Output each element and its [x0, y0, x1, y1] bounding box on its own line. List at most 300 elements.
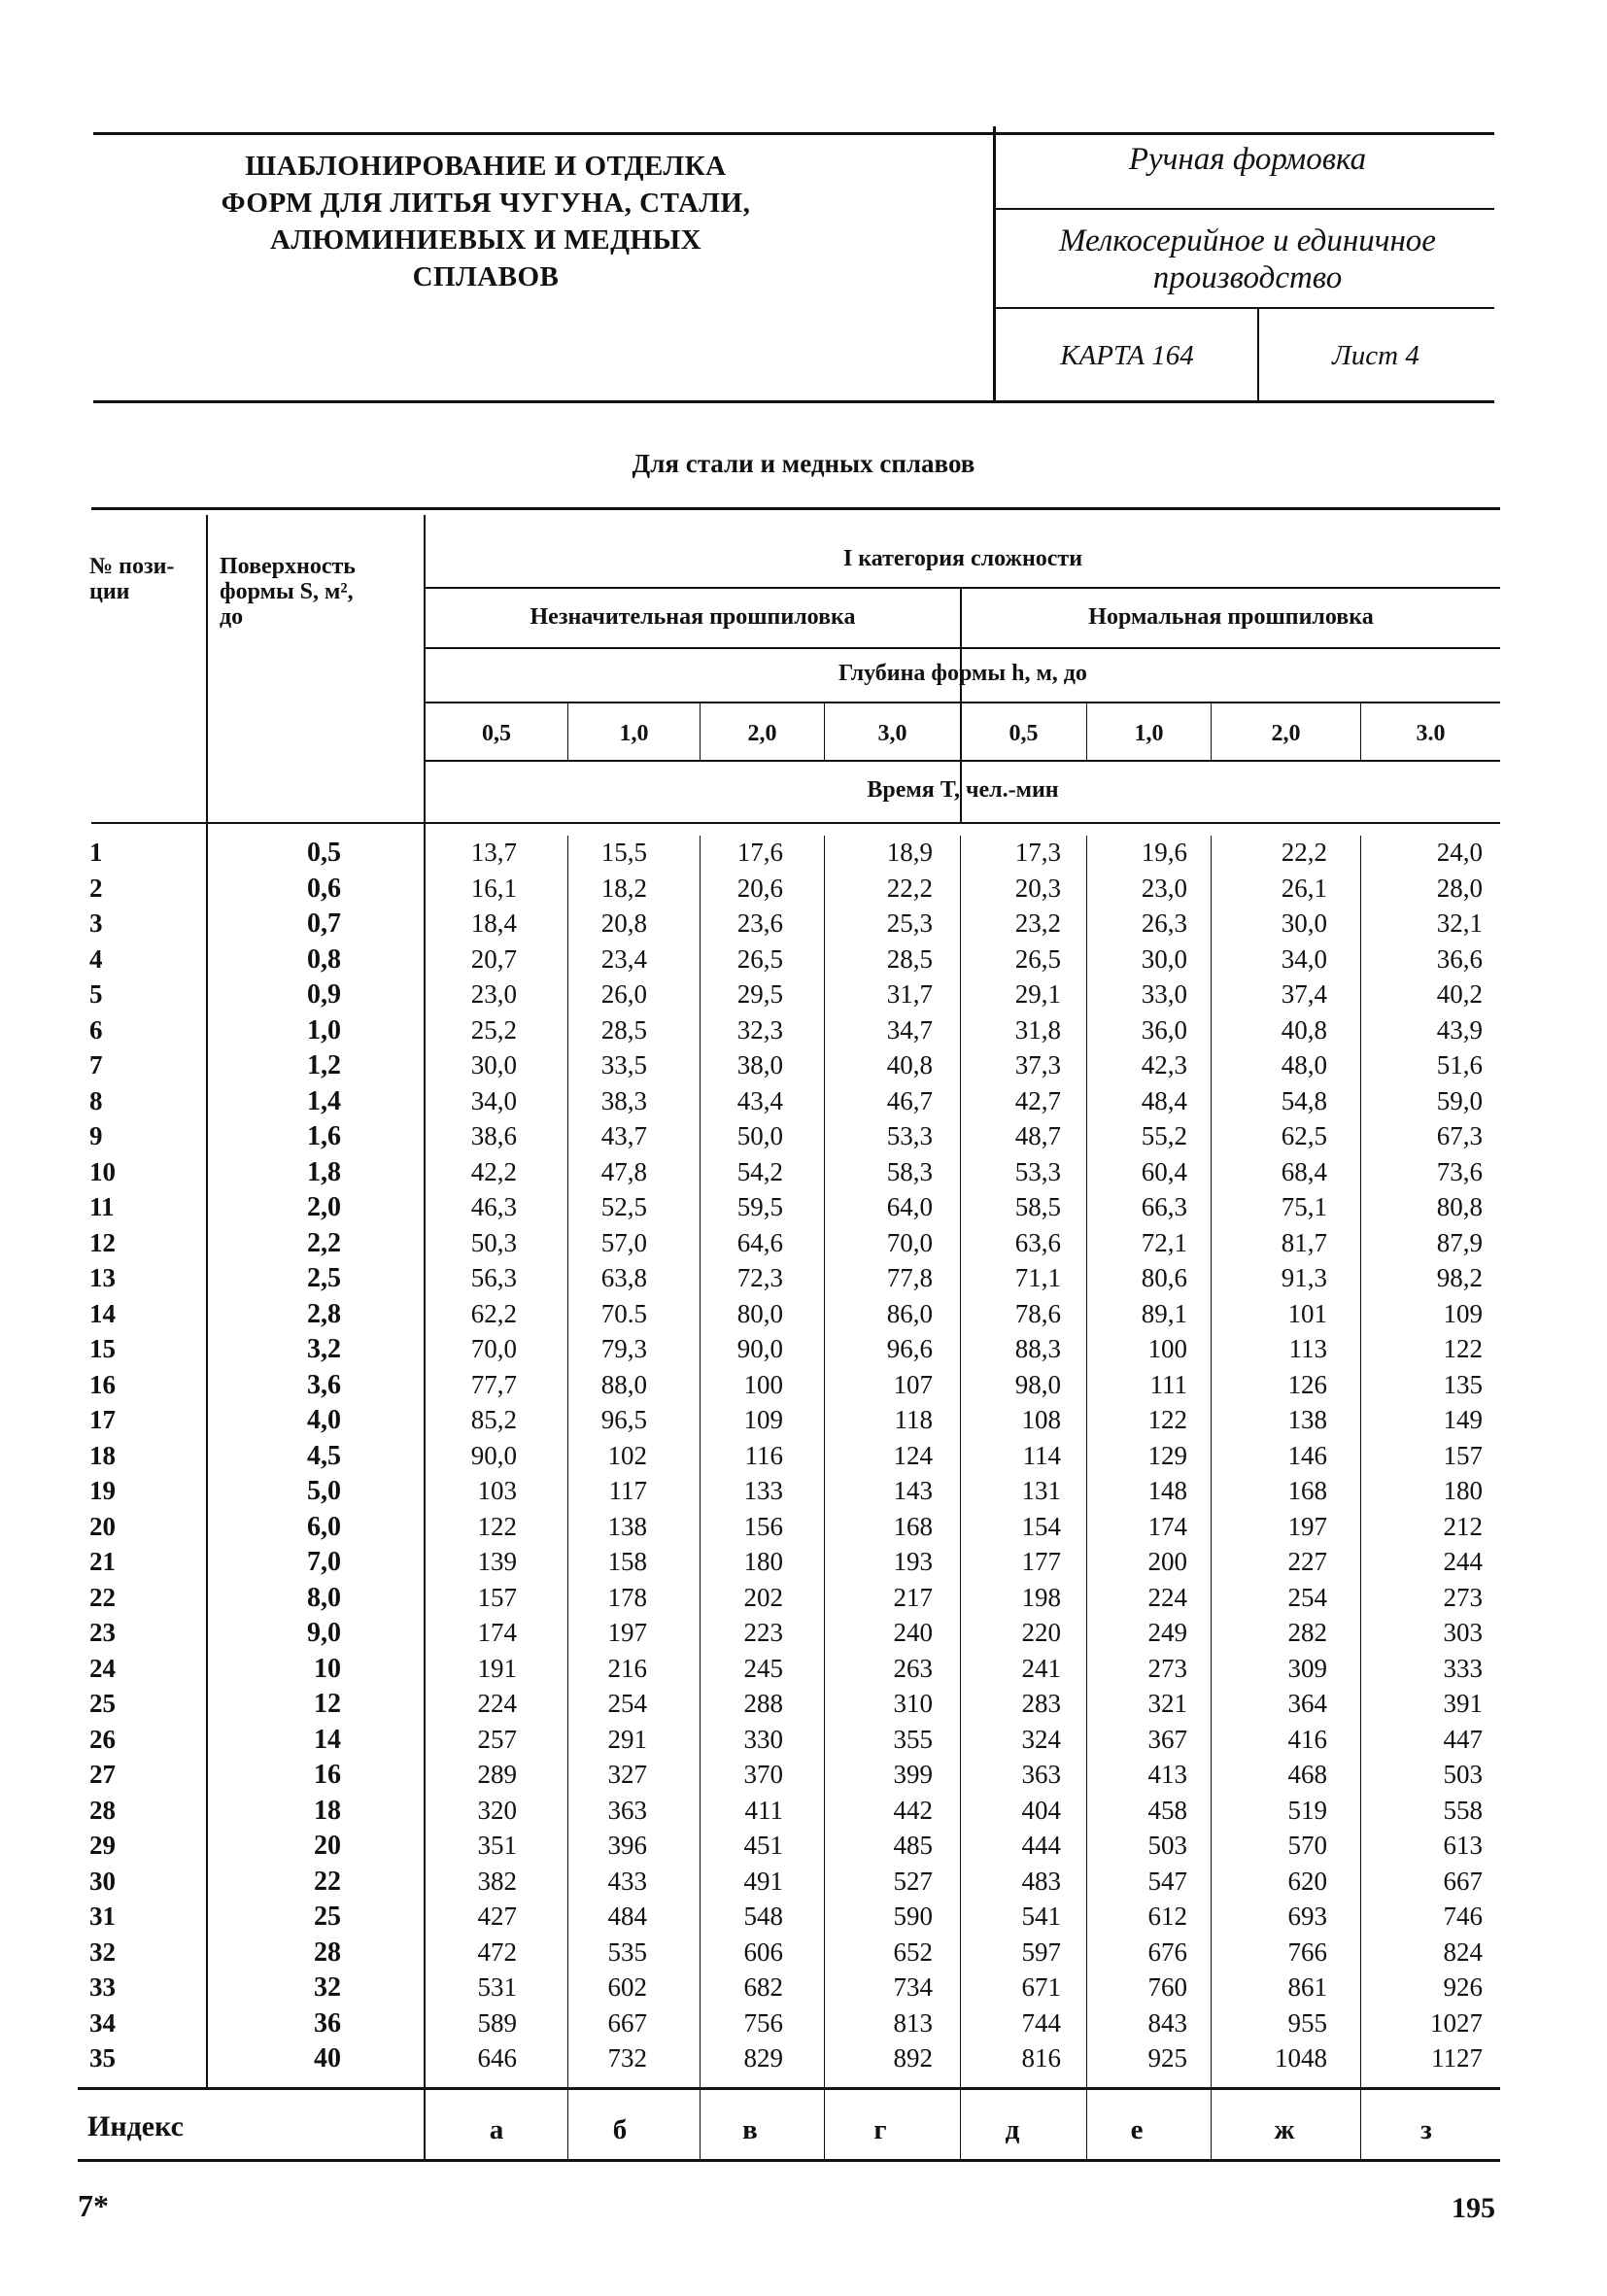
complexity-category: I категория сложности — [842, 546, 1083, 571]
table-cell: 613 — [1443, 1831, 1483, 1860]
table-cell: 200 — [1147, 1547, 1187, 1576]
table-cell: 760 — [1147, 1972, 1187, 2002]
depth-e: 1,0 — [1134, 721, 1164, 746]
table-cell: 168 — [893, 1512, 933, 1541]
table-cell: 191 — [477, 1654, 517, 1683]
row-surface: 0,8 — [307, 944, 341, 975]
table-cell: 485 — [893, 1831, 933, 1860]
production-type-line1: Мелкосерийное и единичное — [1059, 223, 1436, 258]
table-cell: 652 — [893, 1937, 933, 1967]
table-cell: 220 — [1021, 1618, 1061, 1647]
table-cell: 89,1 — [1141, 1299, 1187, 1328]
table-cell: 80,6 — [1141, 1263, 1187, 1292]
table-cell: 413 — [1147, 1760, 1187, 1789]
table-cell: 126 — [1287, 1370, 1327, 1399]
table-cell: 81,7 — [1281, 1228, 1327, 1257]
table-cell: 20,6 — [736, 874, 783, 903]
row-position: 25 — [89, 1689, 116, 1718]
table-cell: 100 — [1147, 1334, 1187, 1363]
table-cell: 13,7 — [470, 838, 517, 867]
rule-under-groups — [424, 647, 1500, 649]
table-cell: 558 — [1443, 1796, 1483, 1825]
table-cell: 693 — [1287, 1902, 1327, 1931]
table-cell: 26,1 — [1281, 874, 1327, 903]
table-cell: 570 — [1287, 1831, 1327, 1860]
table-cell: 158 — [607, 1547, 647, 1576]
table-cell: 444 — [1021, 1831, 1061, 1860]
table-cell: 527 — [893, 1867, 933, 1896]
table-cell: 224 — [477, 1689, 517, 1718]
depth-d: 0,5 — [1009, 721, 1039, 746]
table-cell: 33,0 — [1141, 979, 1187, 1009]
vrule-body-g — [824, 836, 825, 2159]
table-cell: 86,0 — [886, 1299, 933, 1328]
table-cell: 58,3 — [886, 1157, 933, 1186]
table-cell: 72,1 — [1141, 1228, 1187, 1257]
table-cell: 416 — [1287, 1725, 1327, 1754]
table-cell: 79,3 — [600, 1334, 647, 1363]
row-position: 30 — [89, 1867, 116, 1896]
table-cell: 178 — [607, 1583, 647, 1612]
table-cell: 363 — [607, 1796, 647, 1825]
table-cell: 404 — [1021, 1796, 1061, 1825]
table-cell: 48,0 — [1281, 1050, 1327, 1079]
table-cell: 458 — [1147, 1796, 1187, 1825]
row-position: 4 — [89, 944, 103, 974]
row-position: 18 — [89, 1441, 116, 1470]
table-cell: 38,0 — [736, 1050, 783, 1079]
table-cell: 263 — [893, 1654, 933, 1683]
row-position: 24 — [89, 1654, 116, 1683]
row-surface: 9,0 — [307, 1618, 341, 1648]
table-cell: 732 — [607, 2043, 647, 2073]
table-cell: 23,2 — [1014, 908, 1061, 938]
row-surface: 4,0 — [307, 1405, 341, 1435]
vrule-pos-surface — [206, 515, 208, 2087]
table-cell: 36,6 — [1436, 944, 1483, 974]
title-line-3: АЛЮМИНИЕВЫХ И МЕДНЫХ — [269, 224, 702, 256]
table-cell: 157 — [1443, 1441, 1483, 1470]
document-title — [194, 148, 777, 295]
table-cell: 31,7 — [886, 979, 933, 1009]
table-cell: 370 — [743, 1760, 783, 1789]
table-cell: 38,6 — [470, 1121, 517, 1150]
table-cell: 29,5 — [736, 979, 783, 1009]
table-bottom-rule — [78, 2159, 1500, 2162]
row-surface: 36 — [314, 2008, 341, 2039]
table-cell: 31,8 — [1014, 1015, 1061, 1045]
table-cell: 66,3 — [1141, 1192, 1187, 1221]
row-surface: 28 — [314, 1937, 341, 1968]
table-cell: 396 — [607, 1831, 647, 1860]
row-position: 6 — [89, 1015, 103, 1045]
table-cell: 491 — [743, 1867, 783, 1896]
table-cell: 129 — [1147, 1441, 1187, 1470]
table-cell: 122 — [477, 1512, 517, 1541]
table-cell: 40,8 — [1281, 1015, 1327, 1045]
row-position: 20 — [89, 1512, 116, 1541]
row-position: 5 — [89, 979, 103, 1009]
table-cell: 57,0 — [600, 1228, 647, 1257]
table-cell: 148 — [1147, 1476, 1187, 1505]
table-cell: 122 — [1443, 1334, 1483, 1363]
table-cell: 22,2 — [1281, 838, 1327, 867]
table-cell: 212 — [1443, 1512, 1483, 1541]
row-position: 29 — [89, 1831, 116, 1860]
title-line-1: ШАБЛОНИРОВАНИЕ И ОТДЕЛКА — [245, 151, 727, 182]
row-surface: 2,8 — [307, 1299, 341, 1329]
card-number: КАРТА 164 — [1060, 340, 1194, 371]
row-surface: 6,0 — [307, 1512, 341, 1542]
vrule-body-d — [960, 836, 961, 2159]
row-surface: 8,0 — [307, 1583, 341, 1613]
table-cell: 816 — [1021, 2043, 1061, 2073]
row-surface: 3,2 — [307, 1334, 341, 1364]
table-cell: 157 — [477, 1583, 517, 1612]
table-cell: 197 — [607, 1618, 647, 1647]
table-cell: 29,1 — [1014, 979, 1061, 1009]
row-position: 21 — [89, 1547, 116, 1576]
table-cell: 91,3 — [1281, 1263, 1327, 1292]
table-cell: 355 — [893, 1725, 933, 1754]
table-cell: 18,4 — [470, 908, 517, 938]
table-cell: 861 — [1287, 1972, 1327, 2002]
table-cell: 55,2 — [1141, 1121, 1187, 1150]
group-minor-piercing: Незначительная прошпиловка — [530, 604, 856, 630]
table-cell: 548 — [743, 1902, 783, 1931]
table-cell: 28,5 — [600, 1015, 647, 1045]
table-cell: 42,7 — [1014, 1086, 1061, 1115]
table-cell: 109 — [1443, 1299, 1483, 1328]
table-cell: 310 — [893, 1689, 933, 1718]
rule-under-category — [424, 587, 1500, 589]
table-cell: 70.5 — [600, 1299, 647, 1328]
table-cell: 399 — [893, 1760, 933, 1789]
table-cell: 19,6 — [1141, 838, 1187, 867]
index-d: д — [1005, 2114, 1020, 2145]
row-surface: 3,6 — [307, 1370, 341, 1400]
table-cell: 472 — [477, 1937, 517, 1967]
table-cell: 547 — [1147, 1867, 1187, 1896]
table-cell: 131 — [1021, 1476, 1061, 1505]
table-cell: 88,3 — [1014, 1334, 1061, 1363]
table-cell: 24,0 — [1436, 838, 1483, 867]
depth-b: 1,0 — [619, 721, 649, 746]
table-cell: 37,4 — [1281, 979, 1327, 1009]
table-cell: 122 — [1147, 1405, 1187, 1434]
table-cell: 320 — [477, 1796, 517, 1825]
table-cell: 46,7 — [886, 1086, 933, 1115]
index-g: г — [873, 2114, 887, 2145]
row-position: 22 — [89, 1583, 116, 1612]
table-cell: 23,0 — [470, 979, 517, 1009]
table-cell: 47,8 — [600, 1157, 647, 1186]
table-cell: 28,5 — [886, 944, 933, 974]
row-surface: 0,5 — [307, 838, 341, 868]
page-number: 195 — [1452, 2192, 1495, 2224]
table-cell: 68,4 — [1281, 1157, 1327, 1186]
table-cell: 71,1 — [1014, 1263, 1061, 1292]
table-cell: 254 — [607, 1689, 647, 1718]
table-cell: 96,5 — [600, 1405, 647, 1434]
row-position: 2 — [89, 874, 103, 903]
table-cell: 34,0 — [470, 1086, 517, 1115]
table-cell: 249 — [1147, 1618, 1187, 1647]
table-cell: 227 — [1287, 1547, 1327, 1576]
table-cell: 324 — [1021, 1725, 1061, 1754]
table-cell: 46,3 — [470, 1192, 517, 1221]
table-cell: 612 — [1147, 1902, 1187, 1931]
vrule-body-zh — [1211, 836, 1212, 2159]
sheet-number: Лист 4 — [1332, 340, 1419, 371]
row-surface: 0,9 — [307, 979, 341, 1010]
table-cell: 100 — [743, 1370, 783, 1399]
table-cell: 503 — [1443, 1760, 1483, 1789]
table-cell: 62,2 — [470, 1299, 517, 1328]
table-cell: 744 — [1021, 2008, 1061, 2038]
table-cell: 244 — [1443, 1547, 1483, 1576]
rule-under-depths — [424, 760, 1500, 762]
table-cell: 427 — [477, 1902, 517, 1931]
table-cell: 180 — [1443, 1476, 1483, 1505]
row-position: 19 — [89, 1476, 116, 1505]
table-cell: 54,2 — [736, 1157, 783, 1186]
production-type-line2: производство — [1152, 260, 1343, 295]
table-cell: 503 — [1147, 1831, 1187, 1860]
depth-z: 3.0 — [1416, 721, 1446, 746]
row-position: 9 — [89, 1121, 103, 1150]
table-cell: 1027 — [1430, 2008, 1483, 2038]
table-cell: 133 — [743, 1476, 783, 1505]
table-cell: 667 — [607, 2008, 647, 2038]
table-cell: 42,3 — [1141, 1050, 1187, 1079]
table-cell: 535 — [607, 1937, 647, 1967]
table-cell: 177 — [1021, 1547, 1061, 1576]
row-surface: 0,6 — [307, 874, 341, 904]
vrule-surface-data — [424, 515, 426, 2159]
table-cell: 813 — [893, 2008, 933, 2038]
row-surface: 40 — [314, 2043, 341, 2073]
table-cell: 519 — [1287, 1796, 1327, 1825]
table-cell: 327 — [607, 1760, 647, 1789]
table-cell: 30,0 — [1141, 944, 1187, 974]
table-cell: 925 — [1147, 2043, 1187, 2073]
depth-g: 3,0 — [877, 721, 907, 746]
table-cell: 30,0 — [1281, 908, 1327, 938]
table-cell: 541 — [1021, 1902, 1061, 1931]
table-cell: 289 — [477, 1760, 517, 1789]
table-cell: 257 — [477, 1725, 517, 1754]
table-cell: 447 — [1443, 1725, 1483, 1754]
depth-zh: 2,0 — [1271, 721, 1301, 746]
row-position: 8 — [89, 1086, 103, 1115]
table-cell: 273 — [1147, 1654, 1187, 1683]
table-cell: 824 — [1443, 1937, 1483, 1967]
table-cell: 843 — [1147, 2008, 1187, 2038]
table-cell: 90,0 — [470, 1441, 517, 1470]
table-cell: 766 — [1287, 1937, 1327, 1967]
table-cell: 59,5 — [736, 1192, 783, 1221]
table-cell: 23,6 — [736, 908, 783, 938]
row-position: 12 — [89, 1228, 116, 1257]
table-cell: 54,8 — [1281, 1086, 1327, 1115]
table-cell: 174 — [1147, 1512, 1187, 1541]
row-surface: 12 — [314, 1689, 341, 1719]
table-cell: 18,2 — [600, 874, 647, 903]
group-normal-piercing: Нормальная прошпиловка — [1088, 604, 1374, 630]
table-cell: 531 — [477, 1972, 517, 2002]
header-top-rule — [93, 132, 1494, 135]
table-cell: 26,0 — [600, 979, 647, 1009]
table-cell: 955 — [1287, 2008, 1327, 2038]
table-cell: 34,0 — [1281, 944, 1327, 974]
row-surface: 0,7 — [307, 908, 341, 939]
vrule-body-e — [1086, 836, 1087, 2159]
table-cell: 288 — [743, 1689, 783, 1718]
row-surface: 2,2 — [307, 1228, 341, 1258]
table-cell: 50,3 — [470, 1228, 517, 1257]
table-cell: 25,3 — [886, 908, 933, 938]
table-cell: 667 — [1443, 1867, 1483, 1896]
table-cell: 364 — [1287, 1689, 1327, 1718]
row-surface: 18 — [314, 1796, 341, 1826]
table-cell: 78,6 — [1014, 1299, 1061, 1328]
table-cell: 75,1 — [1281, 1192, 1327, 1221]
table-cell: 17,3 — [1014, 838, 1061, 867]
table-cell: 333 — [1443, 1654, 1483, 1683]
row-position: 10 — [89, 1157, 116, 1186]
table-cell: 124 — [893, 1441, 933, 1470]
table-cell: 135 — [1443, 1370, 1483, 1399]
row-position: 14 — [89, 1299, 116, 1328]
table-cell: 217 — [893, 1583, 933, 1612]
row-surface: 25 — [314, 1902, 341, 1932]
table-cell: 646 — [477, 2043, 517, 2073]
header-rule-process — [993, 208, 1494, 210]
table-cell: 34,7 — [886, 1015, 933, 1045]
time-label: Время T, чел.-мин — [867, 777, 1059, 803]
table-cell: 102 — [607, 1441, 647, 1470]
table-cell: 88,0 — [600, 1370, 647, 1399]
row-surface: 1,2 — [307, 1050, 341, 1080]
table-cell: 892 — [893, 2043, 933, 2073]
row-position: 13 — [89, 1263, 116, 1292]
table-cell: 26,5 — [1014, 944, 1061, 974]
row-position: 3 — [89, 908, 103, 938]
table-cell: 96,6 — [886, 1334, 933, 1363]
table-cell: 303 — [1443, 1618, 1483, 1647]
index-b: б — [612, 2114, 628, 2145]
table-cell: 20,3 — [1014, 874, 1061, 903]
row-surface: 22 — [314, 1867, 341, 1897]
table-cell: 42,2 — [470, 1157, 517, 1186]
table-cell: 101 — [1287, 1299, 1327, 1328]
table-cell: 98,0 — [1014, 1370, 1061, 1399]
table-cell: 26,3 — [1141, 908, 1187, 938]
table-cell: 282 — [1287, 1618, 1327, 1647]
table-cell: 156 — [743, 1512, 783, 1541]
depth-a: 0,5 — [482, 721, 511, 746]
table-cell: 63,6 — [1014, 1228, 1061, 1257]
row-position: 28 — [89, 1796, 116, 1825]
table-cell: 109 — [743, 1405, 783, 1434]
table-cell: 38,3 — [600, 1086, 647, 1115]
table-cell: 40,8 — [886, 1050, 933, 1079]
table-cell: 56,3 — [470, 1263, 517, 1292]
table-cell: 597 — [1021, 1937, 1061, 1967]
table-cell: 60,4 — [1141, 1157, 1187, 1186]
table-cell: 391 — [1443, 1689, 1483, 1718]
table-cell: 589 — [477, 2008, 517, 2038]
table-cell: 734 — [893, 1972, 933, 2002]
table-cell: 70,0 — [886, 1228, 933, 1257]
table-cell: 103 — [477, 1476, 517, 1505]
table-cell: 43,9 — [1436, 1015, 1483, 1045]
table-cell: 43,4 — [736, 1086, 783, 1115]
table-cell: 442 — [893, 1796, 933, 1825]
row-surface: 2,0 — [307, 1192, 341, 1222]
process-type: Ручная формовка — [1128, 142, 1367, 177]
table-cell: 107 — [893, 1370, 933, 1399]
table-cell: 36,0 — [1141, 1015, 1187, 1045]
table-cell: 77,7 — [470, 1370, 517, 1399]
table-cell: 108 — [1021, 1405, 1061, 1434]
row-position: 33 — [89, 1972, 116, 2002]
table-cell: 73,6 — [1436, 1157, 1483, 1186]
index-top-rule — [78, 2087, 1500, 2090]
table-cell: 50,0 — [736, 1121, 783, 1150]
table-cell: 33,5 — [600, 1050, 647, 1079]
table-cell: 113 — [1288, 1334, 1327, 1363]
col-position-line2: ции — [89, 579, 130, 604]
table-cell: 63,8 — [600, 1263, 647, 1292]
table-top-rule — [91, 507, 1500, 510]
table-cell: 15,5 — [600, 838, 647, 867]
table-cell: 17,6 — [736, 838, 783, 867]
table-cell: 240 — [893, 1618, 933, 1647]
table-cell: 80,0 — [736, 1299, 783, 1328]
table-cell: 32,3 — [736, 1015, 783, 1045]
footer-signature-mark: 7* — [78, 2188, 109, 2223]
table-cell: 23,0 — [1141, 874, 1187, 903]
table-cell: 40,2 — [1436, 979, 1483, 1009]
table-cell: 198 — [1021, 1583, 1061, 1612]
index-e: е — [1130, 2114, 1144, 2145]
col-surface-line1: Поверхность — [220, 554, 356, 579]
table-cell: 16,1 — [470, 874, 517, 903]
table-cell: 80,8 — [1436, 1192, 1483, 1221]
table-cell: 174 — [477, 1618, 517, 1647]
header-divider — [993, 126, 996, 400]
table-cell: 216 — [607, 1654, 647, 1683]
row-position: 35 — [89, 2043, 116, 2073]
table-cell: 926 — [1443, 1972, 1483, 2002]
table-cell: 223 — [743, 1618, 783, 1647]
row-surface: 5,0 — [307, 1476, 341, 1506]
table-cell: 37,3 — [1014, 1050, 1061, 1079]
table-cell: 197 — [1287, 1512, 1327, 1541]
table-cell: 682 — [743, 1972, 783, 2002]
table-cell: 451 — [743, 1831, 783, 1860]
table-cell: 330 — [743, 1725, 783, 1754]
table-cell: 20,8 — [600, 908, 647, 938]
table-cell: 111 — [1149, 1370, 1187, 1399]
table-cell: 77,8 — [886, 1263, 933, 1292]
table-cell: 363 — [1021, 1760, 1061, 1789]
table-cell: 118 — [894, 1405, 933, 1434]
table-cell: 138 — [607, 1512, 647, 1541]
table-cell: 483 — [1021, 1867, 1061, 1896]
